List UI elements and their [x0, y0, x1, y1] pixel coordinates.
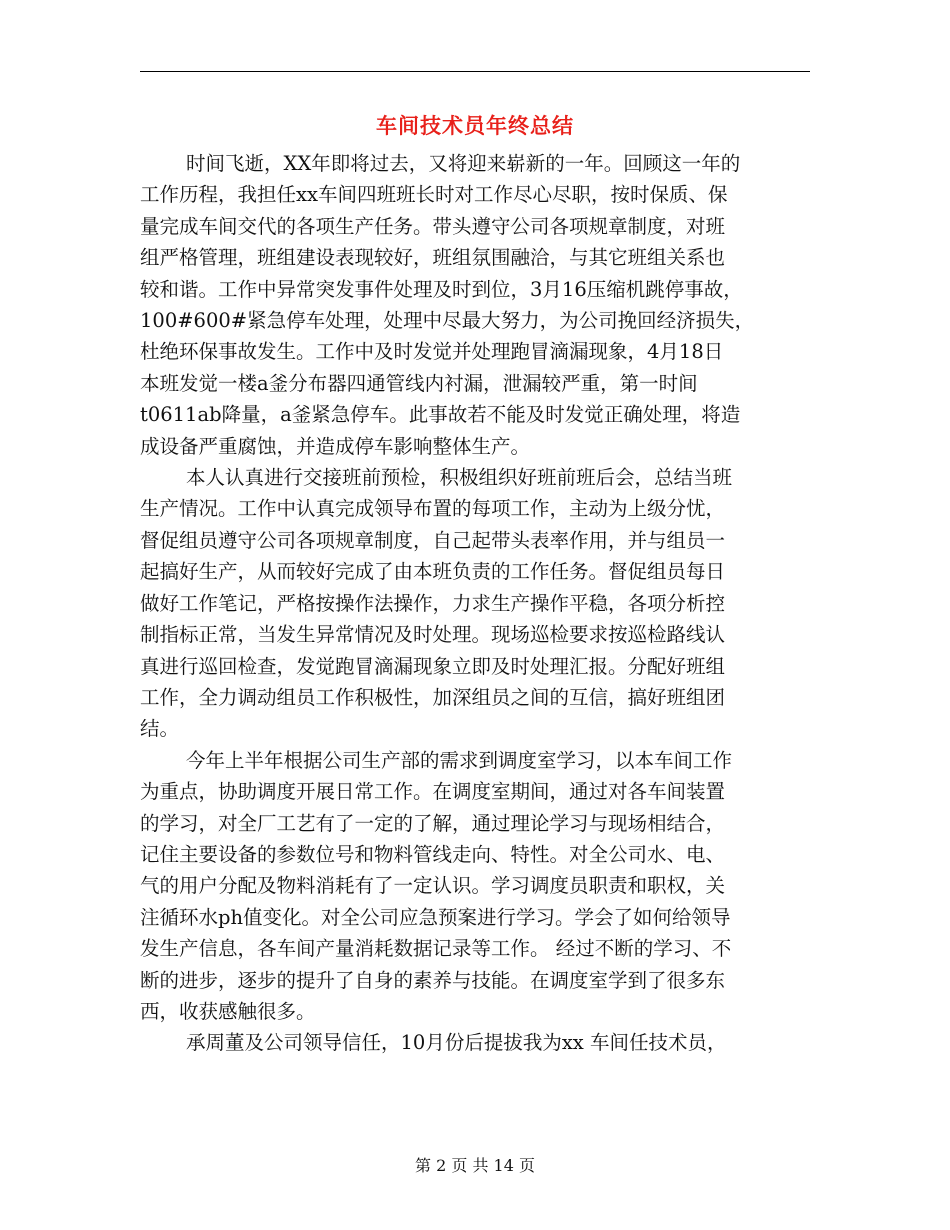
- paragraph-line: 较和谐。工作中异常突发事件处理及时到位，3月16压缩机跳停事故，: [140, 277, 743, 301]
- paragraph-line: 本班发觉一楼a釜分布器四通管线内衬漏，泄漏较严重，第一时间: [140, 371, 698, 395]
- document-body: [140, 148, 810, 1059]
- paragraph-line: 成设备严重腐蚀，并造成停车影响整体生产。: [140, 434, 531, 458]
- paragraph-line: 的学习，对全厂工艺有了一定的了解，通过理论学习与现场相结合，: [140, 811, 726, 835]
- paragraph-line: 断的进步，逐步的提升了自身的素养与技能。在调度室学到了很多东: [140, 968, 726, 992]
- paragraph-line: 起搞好生产，从而较好完成了由本班负责的工作任务。督促组员每日: [140, 560, 726, 584]
- paragraph-line: 督促组员遵守公司各项规章制度，自己起带头表率作用，并与组员一: [140, 528, 726, 552]
- paragraph-line: 本人认真进行交接班前预检，积极组织好班前班后会，总结当班: [186, 466, 733, 490]
- header-rule: [140, 71, 810, 72]
- paragraph-line: 量完成车间交代的各项生产任务。带头遵守公司各项规章制度，对班: [140, 214, 726, 238]
- paragraph-line: 生产情况。工作中认真完成领导布置的每项工作，主动为上级分忧，: [140, 497, 726, 521]
- paragraph-line: 杜绝环保事故发生。工作中及时发觉并处理跑冒滴漏现象，4月18日: [140, 340, 724, 364]
- paragraph-line: 时间飞逝，XX年即将过去，又将迎来崭新的一年。回顾这一年的: [186, 152, 741, 175]
- paragraph-line: 记住主要设备的参数位号和物料管线走向、特性。对全公司水、电、: [140, 842, 726, 866]
- paragraph-line: 发生产信息，各车间产量消耗数据记录等工作。 经过不断的学习、不: [140, 937, 732, 961]
- paragraph-line: 为重点，协助调度开展日常工作。在调度室期间，通过对各车间装置: [140, 780, 726, 804]
- paragraph-line: 100#600#紧急停车处理，处理中尽最大努力，为公司挽回经济损失，: [140, 309, 755, 333]
- paragraph-line: 承周董及公司领导信任，10月份后提拔我为xx 车间任技术员，: [186, 1031, 727, 1055]
- paragraph-line: 注循环水ph值变化。对全公司应急预案进行学习。学会了如何给领导: [140, 905, 731, 929]
- paragraph-line: 做好工作笔记，严格按操作法操作，力求生产操作平稳，各项分析控: [140, 591, 726, 615]
- paragraph-line: 工作，全力调动组员工作积极性，加深组员之间的互信，搞好班组团: [140, 685, 726, 709]
- paragraph-line: 今年上半年根据公司生产部的需求到调度室学习，以本车间工作: [186, 748, 733, 772]
- paragraph-line: 制指标正常，当发生异常情况及时处理。现场巡检要求按巡检路线认: [140, 623, 726, 647]
- paragraph-line: 结。: [140, 717, 180, 741]
- paragraph-line: 气的用户分配及物料消耗有了一定认识。学习调度员职责和职权，关: [140, 874, 726, 898]
- paragraph-line: t0611ab降量，a釜紧急停车。此事故若不能及时发觉正确处理，将造: [140, 403, 741, 427]
- paragraph-line: 西，收获感触很多。: [140, 999, 316, 1023]
- paragraph-line: 真进行巡回检查，发觉跑冒滴漏现象立即及时处理汇报。分配好班组: [140, 654, 726, 678]
- paragraph-line: 工作历程，我担任xx车间四班班长时对工作尽心尽职，按时保质、保: [140, 183, 728, 207]
- paragraph-line: 组严格管理，班组建设表现较好，班组氛围融洽，与其它班组关系也: [140, 246, 726, 270]
- page-title: 车间技术员年终总结: [376, 113, 574, 138]
- page-footer: 第 2 页 共 14 页: [415, 1156, 535, 1175]
